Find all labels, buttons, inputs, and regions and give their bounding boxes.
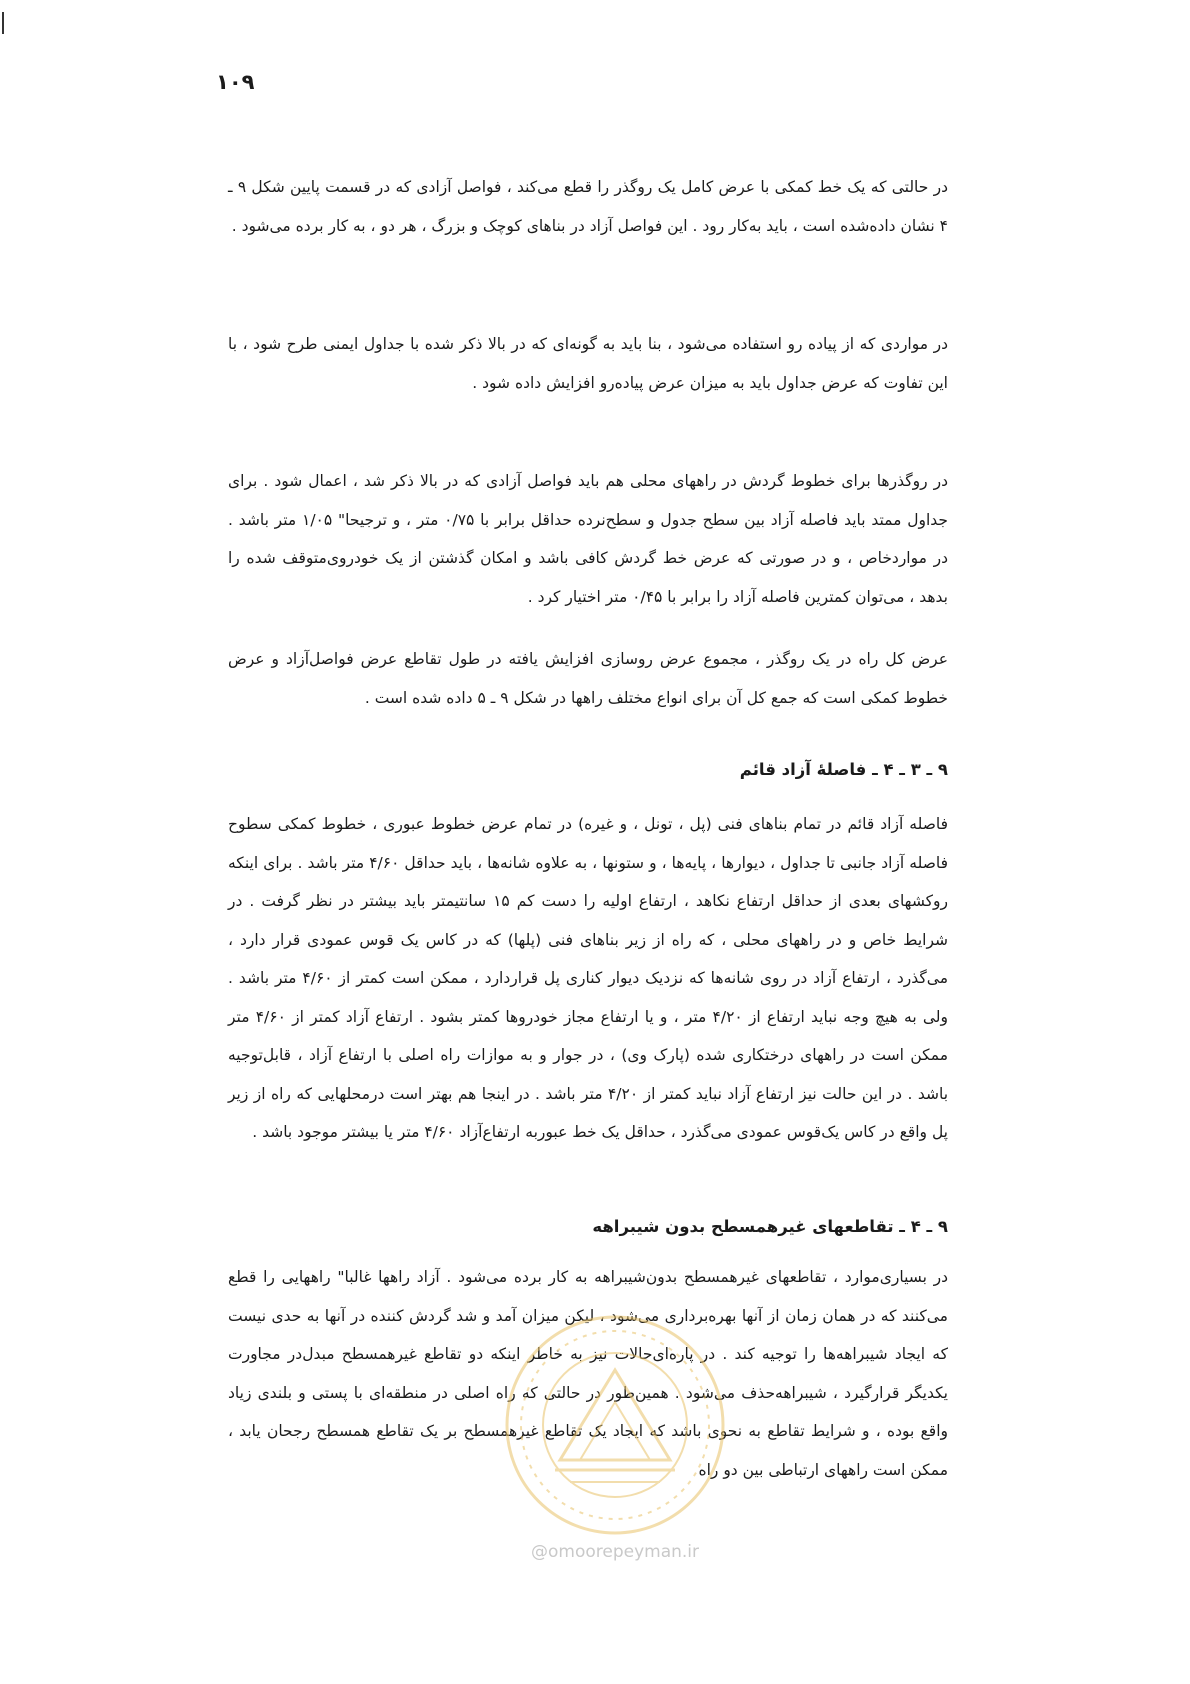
paragraph-text: عرض کل راه در یک روگذر ، مجموع عرض روسازی افزایش یافته در طول تقاطع عرض فواصل‌آزاد و عرض خطوط کمکی است که جمع کل آن برای انواع مختلف راهها در شکل ۹ ـ ۵ داده شده است . — [228, 650, 948, 707]
paragraph-text: در روگذرها برای خطوط گردش در راههای محلی هم باید فواصل آزادی که در بالا ذکر شد ، اعمال شود . برای جداول ممتد باید فاصله آزاد بین سطح جدول و سطح‌نرده حداقل برابر با ۰/۷۵ متر ، و ترجیحا" ۱/۰۵ متر باشد . در مواردخاص ، و در صورتی که عرض خط گردش کافی باشد و امکان گذشتن از یک خودروی‌متوقف شده را بدهد ، می‌توان کمترین فاصله آزاد را برابر با ۰/۴۵ متر اختیار کرد . — [228, 472, 948, 606]
paragraph-text: در بسیاری‌موارد ، تقاطعهای غیرهمسطح بدون‌شیبراهه به کار برده می‌شود . آزاد راهها غالبا" راههایی را قطع می‌کنند که در همان زمان از آنها بهره‌برداری می‌شود ، لیکن میزان آمد و شد گردش کننده در آنها به حدی نیست که ایجاد شیبراهه‌ها را توجیه کند . در پاره‌ای‌حالات نیز به خاطر اینکه دو تقاطع غیرهمسطح مبدل‌در مجاورت یکدیگر قرارگیرد ، شیبراهه‌حذف می‌شود . همین‌طور در حالتی که راه اصلی در منطقه‌ای با پستی و بلندی زیاد واقع بوده ، و شرایط تقاطع به نحوی باشد که ایجاد یک تقاطع غیرهمسطح بر یک تقاطع همسطح رجحان یابد ، ممکن است راههای ارتباطی بین دو راه — [228, 1268, 948, 1479]
paragraph-3 — [228, 462, 948, 616]
section-heading-grade-separation: ۹ ـ ۴ ـ تقاطعهای غیرهمسطح بدون شیبراهه — [592, 1217, 948, 1236]
paragraph-6 — [228, 1258, 948, 1489]
page-number: ۱۰۹ — [216, 70, 255, 94]
paragraph-text: فاصله آزاد قائم در تمام بناهای فنی (پل ، تونل ، و غیره) در تمام عرض خطوط عبوری ، خطوط کمکی سطوح فاصله آزاد جانبی تا جداول ، دیوارها ، پایه‌ها ، و ستونها ، به علاوه شانه‌ها ، باید حداقل ۴/۶۰ متر باشد . برای اینکه روکشهای بعدی از حداقل ارتفاع نکاهد ، ارتفاع اولیه را دست کم ۱۵ سانتیمتر باید بیشتر در نظر گرفت . در شرایط خاص و در راههای محلی ، که راه از زیر بناهای فنی (پلها) که در کاس یک قوس عمودی قرار دارد ، می‌گذرد ، ارتفاع آزاد در روی شانه‌ها که نزدیک دیوار کناری پل قراردارد ، ممکن است کمتر از ۴/۶۰ متر باشد . ولی به هیچ وجه نباید ارتفاع از ۴/۲۰ متر ، و یا ارتفاع مجاز خودروها کمتر بشود . ارتفاع آزاد کمتر از ۴/۶۰ متر ممکن است در راههای درختکاری شده (پارک وی) ، در جوار و به موازات راه اصلی با ارتفاع آزاد ، قابل‌توجیه باشد . در این حالت نیز ارتفاع آزاد نباید کمتر از ۴/۲۰ متر باشد . در اینجا هم بهتر است درمحلهایی که راه از زیر پل واقع در کاس یک‌قوس عمودی می‌گذرد ، حداقل یک خط عبوربه ارتفاع‌آزاد ۴/۶۰ متر یا بیشتر موجود باشد . — [228, 815, 949, 1141]
paragraph-1 — [228, 168, 948, 245]
scan-edge-mark — [2, 12, 4, 34]
paragraph-4 — [228, 640, 948, 717]
section-heading-vertical-clearance: ۹ ـ ۳ ـ ۴ ـ فاصلهٔ آزاد قائم — [739, 760, 948, 779]
paragraph-text: در حالتی که یک خط کمکی با عرض کامل یک روگذر را قطع می‌کند ، فواصل آزادی که در قسمت پایین شکل ۹ ـ ۴ نشان داده‌شده است ، باید به‌کار رود . این فواصل آزاد در بناهای کوچک و بزرگ ، هر دو ، به کار برده می‌شود . — [228, 178, 949, 235]
watermark-url: @omoorepeyman.ir — [530, 1542, 700, 1562]
paragraph-5 — [228, 805, 948, 1152]
paragraph-2 — [228, 325, 948, 402]
paragraph-text: در مواردی که از پیاده رو استفاده می‌شود ، بنا باید به گونه‌ای که در بالا ذکر شده با جداول ایمنی طرح شود ، با این تفاوت که عرض جداول باید به میزان عرض پیاده‌رو افزایش داده شود . — [228, 335, 948, 392]
